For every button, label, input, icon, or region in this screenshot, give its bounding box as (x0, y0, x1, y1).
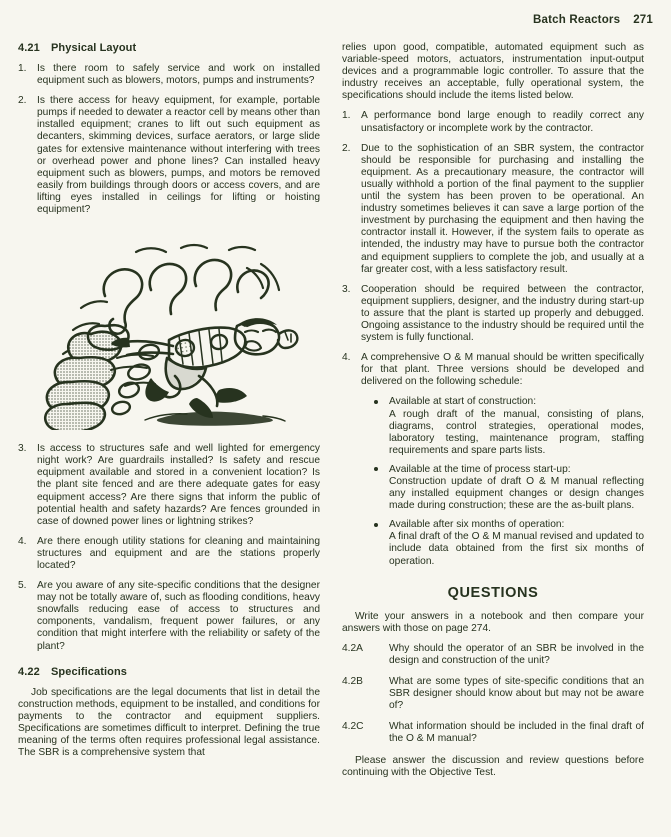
running-head (533, 14, 653, 26)
list-item (18, 443, 320, 528)
section-title-4-21: Physical Layout (51, 42, 137, 54)
list-item (342, 110, 644, 134)
list-item (342, 143, 644, 276)
bullet-item-detail: A rough draft of the manual, consisting of plans, diagrams, control strategies, operational modes, laboratory testing, maintenance program, staffing requirements and spare parts lists. (389, 408, 644, 456)
questions-heading: QUESTIONS (447, 584, 539, 601)
list-item (342, 284, 644, 344)
list-item-text: Is there access for heavy equipment, for example, portable pumps if needed to dewater a reactor cell by means other than installed equipment; cranes to lift out such equipment as decanters, skimming devices, surface aerators, or large slide gates for extensive maintenance without interfering with trees or overhead power and phone lines? Can installed heavy equipment such as blowers, pumps, and motors be removed easily from buildings through doors or access covers, and are lifting eyes installed in ceilings for lifting or hoisting equipment? (37, 95, 320, 216)
list-item-marker: 5. (18, 580, 27, 592)
bullet-item-lead: Available after six months of operation: (389, 519, 565, 531)
bullet-item-lead: Available at start of construction: (389, 396, 537, 408)
two-column-body (18, 42, 653, 829)
list-item-text: Due to the sophistication of an SBR system, the contractor should be responsible for purchasing and installing the equipment. As a precautionary measure, the contractor will usually withhold a portion of the final payment to the supplier until the system has been proven to be operational. An industry sometimes believes it can save a large portion of the investment by purchasing the equipment and then having the contractor install it. However, if the system fails to operate as intended, the industry may have to pursue both the contractor and equipment suppliers to complete the job, and usually at a far greater cost, with a less satisfactory result. (361, 142, 644, 275)
list-item (18, 63, 320, 87)
right-column (342, 42, 644, 829)
list-item-text: Are there enough utility stations for cleaning and maintaining structures and equipment and are the stations properly located? (37, 535, 320, 571)
physical-layout-question-list-part2 (18, 443, 320, 653)
questions-intro: Write your answers in a notebook and then compare your answers with those on page 274. (342, 610, 644, 634)
running-head-title: Batch Reactors (533, 14, 621, 26)
bullet-item-detail: A final draft of the O & M manual revised and updated to include data obtained from the first six months of operation. (389, 531, 644, 567)
continuation-paragraph: relies upon good, compatible, automated equipment such as variable-speed motors, actuators, instrumentation input-output devices and a programmable logic controller. To assure that the industry receives an acceptable, fully operational system, the specifications should include the items listed below. (342, 42, 644, 102)
list-item-text: Is there room to safely service and work on installed equipment such as blowers, motors, pumps and instruments? (37, 63, 320, 87)
manual-delivery-schedule-list (369, 396, 644, 567)
bullet-item-detail: Construction update of draft O & M manual reflecting any installed equipment changes or design changes made during construction; these are the as-built plans. (389, 476, 644, 512)
question-marker: 4.2A (342, 642, 363, 654)
bullet-icon (374, 467, 378, 471)
list-item-marker: 2. (342, 142, 351, 154)
specification-items-list (342, 110, 644, 388)
left-column (18, 42, 320, 829)
question-marker: 4.2C (342, 721, 364, 733)
section-title-4-22: Specifications (51, 665, 127, 678)
list-item (18, 580, 320, 653)
list-item (18, 95, 320, 216)
list-item (342, 676, 644, 712)
list-item (342, 352, 644, 388)
list-item-marker: 4. (18, 535, 27, 547)
specifications-paragraph: Job specifications are the legal documents that list in detail the construction methods, equipment to be installed, and conditions for payments to the contractor and equipment suppliers. Specifications are sometimes difficult to interpret. Defining the true meaning of the terms often requires professional legal assistance. The SBR is a comprehensive system that (18, 686, 320, 759)
bullet-icon (374, 523, 378, 527)
list-item-marker: 3. (342, 283, 351, 295)
question-marker: 4.2B (342, 676, 363, 688)
list-item-marker: 2. (18, 95, 27, 107)
questions-list (342, 643, 644, 746)
list-item (18, 536, 320, 572)
list-item-text: Is access to structures safe and well lighted for emergency night work? Are guardrails installed? Is safety and rescue equipment available and stored in a convenient location? Is the plant site fenced and are there adequate gates for easy equipment access? Are there signs that inform the public of potential health and safety hazards? Are fences grounded in case of downed power lines or lightning strikes? (37, 443, 320, 527)
list-item-text: Cooperation should be required between the contractor, equipment suppliers, designer, and the industry during start-up to assure that the plant is started up properly and debugged. Ongoing assistance to the industry should be required until the system is fully functional. (361, 283, 644, 344)
list-item (342, 643, 644, 667)
section-heading-4-21 (18, 42, 320, 54)
list-item-text: A comprehensive O & M manual should be written specifically for that plant. Three versions should be developed and delivered on the following schedule: (361, 352, 644, 388)
question-text: Why should the operator of an SBR be involved in the design and construction of the unit? (389, 642, 644, 666)
bullet-item-lead: Available at the time of process start-up: (389, 463, 571, 475)
section-heading-4-22 (18, 666, 320, 678)
list-item-marker: 3. (18, 443, 27, 455)
list-item (369, 519, 644, 567)
figure-cartoon-operator-running-from-smoke-cloud (18, 230, 320, 430)
physical-layout-question-list-part1 (18, 63, 320, 216)
list-item-marker: 4. (342, 352, 351, 364)
bullet-icon (374, 400, 378, 404)
list-item-text: A performance bond large enough to readily correct any unsatisfactory or incomplete work by the contractor. (361, 110, 644, 134)
section-number-4-21: 4.21 (18, 42, 40, 54)
questions-closing: Please answer the discussion and review questions before continuing with the Objective Test. (342, 754, 644, 778)
question-text: What information should be included in the final draft of the O & M manual? (389, 721, 644, 745)
list-item-marker: 1. (18, 63, 27, 74)
question-text: What are some types of site-specific conditions that an SBR designer should know about but may not be aware of? (389, 676, 644, 712)
section-number-4-22: 4.22 (18, 665, 40, 678)
page-number: 271 (633, 14, 653, 26)
list-item (369, 396, 644, 456)
list-item-text: Are you aware of any site-specific conditions that the designer may not be totally aware of, such as flooding conditions, heavy snowfalls reducing ease of access to structures and components, vandalism, frequent power failures, or any condition that might interfere with the reliability or safety of the plant? (37, 580, 320, 652)
list-item (342, 721, 644, 745)
list-item-marker: 1. (342, 110, 351, 122)
list-item (369, 464, 644, 512)
